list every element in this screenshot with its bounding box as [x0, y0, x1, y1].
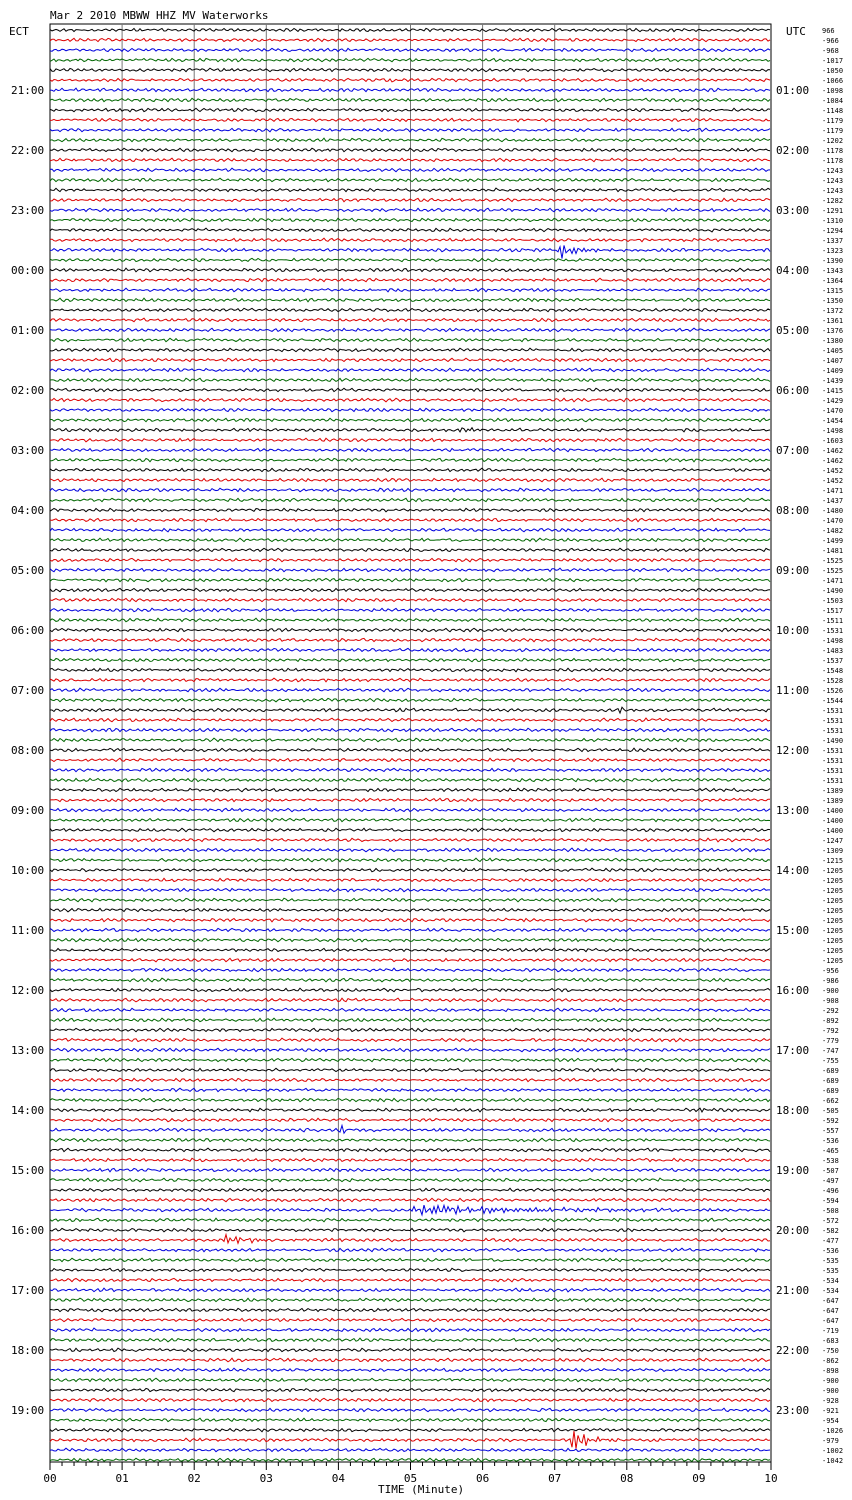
left-timezone-label: ECT [9, 25, 29, 38]
right-hour-label: 06:00 [776, 384, 810, 397]
left-hour-label: 05:00 [11, 564, 45, 577]
left-hour-label: 18:00 [11, 1344, 45, 1357]
trace-offset-label: -921 [822, 1407, 839, 1415]
left-hour-label: 11:00 [11, 924, 45, 937]
right-hour-label: 13:00 [776, 804, 810, 817]
trace-offset-label: -1480 [822, 507, 844, 515]
trace-offset-label: -892 [822, 1017, 839, 1025]
trace-offset-label: -1407 [822, 357, 844, 365]
trace-offset-label: -496 [822, 1187, 839, 1195]
trace-offset-label: -477 [822, 1237, 839, 1245]
trace-offset-label: -534 [822, 1287, 839, 1295]
x-tick-label: 00 [43, 1472, 57, 1485]
right-timezone-label: UTC [786, 25, 806, 38]
trace-offset-label: -465 [822, 1147, 839, 1155]
trace-offset-label: -1526 [822, 687, 844, 695]
trace-offset-label: -1291 [822, 207, 844, 215]
trace-offset-label: -662 [822, 1097, 839, 1105]
trace-offset-label: -497 [822, 1177, 839, 1185]
right-hour-label: 14:00 [776, 864, 810, 877]
tick-layer [50, 1462, 771, 1470]
trace-offset-label: -1462 [822, 457, 844, 465]
trace-offset-label: -538 [822, 1157, 839, 1165]
trace-offset-label: -908 [822, 997, 839, 1005]
trace-offset-label: -535 [822, 1257, 839, 1265]
trace-offset-label: -505 [822, 1107, 839, 1115]
trace-offset-label: -979 [822, 1437, 839, 1445]
trace-offset-label: -1525 [822, 567, 844, 575]
x-tick-label: 06 [475, 1472, 490, 1485]
trace-offset-label: -1470 [822, 517, 844, 525]
trace-offset-label: -683 [822, 1337, 839, 1345]
trace-offset-label: -747 [822, 1047, 839, 1055]
left-hour-label: 07:00 [11, 684, 45, 697]
trace-offset-label: -647 [822, 1297, 839, 1305]
trace-offset-label: -1439 [822, 377, 844, 385]
trace-offset-label: -956 [822, 967, 839, 975]
right-hour-label: 03:00 [776, 204, 810, 217]
left-hour-label: 19:00 [11, 1404, 45, 1417]
trace-offset-label: -1364 [822, 277, 844, 285]
trace-offset-label: -1390 [822, 257, 844, 265]
right-hour-label: 07:00 [776, 444, 810, 457]
left-hour-label: 17:00 [11, 1284, 45, 1297]
trace-offset-label: -1179 [822, 117, 844, 125]
trace-offset-label: -1511 [822, 617, 844, 625]
trace-offset-label: -557 [822, 1127, 839, 1135]
trace-offset-label: -1517 [822, 607, 844, 615]
left-hour-label: 12:00 [11, 984, 45, 997]
right-hour-label: 20:00 [776, 1224, 810, 1237]
trace-offset-label: -1002 [822, 1447, 844, 1455]
left-hour-label: 16:00 [11, 1224, 45, 1237]
trace-offset-label: -1531 [822, 747, 844, 755]
right-hour-label: 10:00 [776, 624, 810, 637]
trace-offset-label: -292 [822, 1007, 839, 1015]
trace-offset-label: -928 [822, 1397, 839, 1405]
trace-offset-label: -536 [822, 1247, 839, 1255]
left-hour-label: 00:00 [11, 264, 45, 277]
trace-offset-label: -1205 [822, 927, 844, 935]
x-tick-label: 09 [692, 1472, 706, 1485]
trace-offset-label: -1205 [822, 957, 844, 965]
left-hour-label: 06:00 [11, 624, 45, 637]
trace-offset-label: -1315 [822, 287, 844, 295]
trace-offset-label: -1042 [822, 1457, 844, 1465]
trace-offset-label: -1337 [822, 237, 844, 245]
trace-offset-label: -1205 [822, 887, 844, 895]
right-hour-label: 22:00 [776, 1344, 810, 1357]
x-tick-label: 08 [620, 1472, 634, 1485]
trace-offset-label: -1452 [822, 467, 844, 475]
trace-offset-label: -1429 [822, 397, 844, 405]
label-layer [11, 27, 843, 1485]
left-hour-label: 13:00 [11, 1044, 45, 1057]
trace-offset-label: -1531 [822, 757, 844, 765]
trace-offset-label: -1017 [822, 57, 844, 65]
trace-offset-label: -1531 [822, 727, 844, 735]
trace-offset-label: -594 [822, 1197, 839, 1205]
trace-offset-label: -1202 [822, 137, 844, 145]
trace-offset-label: -1409 [822, 367, 844, 375]
trace-offset-label: -1084 [822, 97, 844, 105]
trace-offset-label: 966 [822, 27, 835, 35]
trace-offset-label: -1415 [822, 387, 844, 395]
trace-offset-label: -1178 [822, 147, 844, 155]
trace-offset-label: -572 [822, 1217, 839, 1225]
trace-offset-label: -1525 [822, 557, 844, 565]
trace-offset-label: -1066 [822, 77, 844, 85]
x-tick-label: 03 [259, 1472, 273, 1485]
trace-offset-label: -647 [822, 1307, 839, 1315]
right-hour-label: 12:00 [776, 744, 810, 757]
trace-offset-label: -1405 [822, 347, 844, 355]
left-hour-label: 22:00 [11, 144, 45, 157]
right-hour-label: 15:00 [776, 924, 810, 937]
trace-offset-label: -1215 [822, 857, 844, 865]
left-hour-label: 03:00 [11, 444, 45, 457]
trace-offset-label: -1437 [822, 497, 844, 505]
trace-offset-label: -1531 [822, 777, 844, 785]
right-hour-label: 19:00 [776, 1164, 810, 1177]
trace-offset-label: -750 [822, 1347, 839, 1355]
left-hour-label: 10:00 [11, 864, 45, 877]
trace-offset-label: -1179 [822, 127, 844, 135]
trace-offset-label: -1548 [822, 667, 844, 675]
trace-offset-label: -1454 [822, 417, 844, 425]
trace-offset-label: -779 [822, 1037, 839, 1045]
trace-offset-label: -900 [822, 1387, 839, 1395]
trace-offset-label: -1282 [822, 197, 844, 205]
trace-offset-label: -862 [822, 1357, 839, 1365]
trace-offset-label: -1531 [822, 717, 844, 725]
left-hour-label: 08:00 [11, 744, 45, 757]
trace-offset-label: -986 [822, 977, 839, 985]
trace-offset-label: -1537 [822, 657, 844, 665]
trace-offset-label: -900 [822, 1377, 839, 1385]
right-hour-label: 16:00 [776, 984, 810, 997]
trace-offset-label: -719 [822, 1327, 839, 1335]
trace-offset-label: -1389 [822, 787, 844, 795]
trace-offset-label: -755 [822, 1057, 839, 1065]
trace-offset-label: -954 [822, 1417, 839, 1425]
left-hour-label: 21:00 [11, 84, 45, 97]
x-tick-label: 04 [331, 1472, 346, 1485]
trace-offset-label: -1400 [822, 827, 844, 835]
x-tick-label: 07 [548, 1472, 562, 1485]
trace-offset-label: -898 [822, 1367, 839, 1375]
trace-offset-label: -1350 [822, 297, 844, 305]
trace-offset-label: -1471 [822, 487, 844, 495]
trace-offset-label: -1482 [822, 527, 844, 535]
trace-offset-label: -1343 [822, 267, 844, 275]
trace-offset-label: -647 [822, 1317, 839, 1325]
right-hour-label: 01:00 [776, 84, 810, 97]
chart-title: Mar 2 2010 MBWW HHZ MV Waterworks [50, 9, 269, 22]
left-hour-label: 14:00 [11, 1104, 45, 1117]
trace-offset-label: -1247 [822, 837, 844, 845]
trace-offset-label: -1098 [822, 87, 844, 95]
right-hour-label: 02:00 [776, 144, 810, 157]
trace-offset-label: -1452 [822, 477, 844, 485]
trace-offset-label: -1205 [822, 877, 844, 885]
trace-offset-label: -1483 [822, 647, 844, 655]
trace-offset-label: -1309 [822, 847, 844, 855]
trace-offset-label: -968 [822, 47, 839, 55]
left-hour-label: 09:00 [11, 804, 45, 817]
trace-offset-label: -1050 [822, 67, 844, 75]
trace-offset-label: -1243 [822, 167, 844, 175]
trace-offset-label: -1389 [822, 797, 844, 805]
trace-offset-label: -1498 [822, 427, 844, 435]
trace-offset-label: -1490 [822, 737, 844, 745]
right-hour-label: 21:00 [776, 1284, 810, 1297]
trace-offset-label: -1498 [822, 637, 844, 645]
x-tick-label: 10 [764, 1472, 778, 1485]
trace-offset-label: -1531 [822, 707, 844, 715]
trace-offset-label: -1470 [822, 407, 844, 415]
left-hour-label: 02:00 [11, 384, 45, 397]
trace-offset-label: -689 [822, 1087, 839, 1095]
trace-offset-label: -1243 [822, 177, 844, 185]
trace-offset-label: -1528 [822, 677, 844, 685]
trace-offset-label: -1462 [822, 447, 844, 455]
trace-offset-label: -536 [822, 1137, 839, 1145]
right-hour-label: 23:00 [776, 1404, 810, 1417]
trace-offset-label: -1148 [822, 107, 844, 115]
right-hour-label: 08:00 [776, 504, 810, 517]
trace-offset-label: -1361 [822, 317, 844, 325]
trace-offset-label: -966 [822, 37, 839, 45]
right-hour-label: 11:00 [776, 684, 810, 697]
trace-offset-label: -792 [822, 1027, 839, 1035]
trace-offset-label: -1205 [822, 897, 844, 905]
trace-offset-label: -1380 [822, 337, 844, 345]
left-hour-label: 15:00 [11, 1164, 45, 1177]
trace-offset-label: -689 [822, 1067, 839, 1075]
trace-offset-label: -1205 [822, 907, 844, 915]
trace-offset-label: -1310 [822, 217, 844, 225]
right-hour-label: 05:00 [776, 324, 810, 337]
trace-offset-label: -1323 [822, 247, 844, 255]
trace-offset-label: -1205 [822, 917, 844, 925]
trace-offset-label: -1205 [822, 937, 844, 945]
trace-offset-label: -1205 [822, 867, 844, 875]
right-hour-label: 04:00 [776, 264, 810, 277]
trace-offset-label: -1544 [822, 697, 844, 705]
x-tick-label: 05 [403, 1472, 418, 1485]
right-hour-label: 09:00 [776, 564, 810, 577]
trace-offset-label: -1481 [822, 547, 844, 555]
trace-offset-label: -1376 [822, 327, 844, 335]
trace-offset-label: -1531 [822, 767, 844, 775]
trace-offset-label: -534 [822, 1277, 839, 1285]
x-axis-label: TIME (Minute) [378, 1483, 465, 1496]
trace-offset-label: -900 [822, 987, 839, 995]
trace-offset-label: -1499 [822, 537, 844, 545]
left-hour-label: 23:00 [11, 204, 45, 217]
trace-offset-label: -1490 [822, 587, 844, 595]
right-hour-label: 18:00 [776, 1104, 810, 1117]
trace-offset-label: -535 [822, 1267, 839, 1275]
trace-offset-label: -1243 [822, 187, 844, 195]
trace-offset-label: -592 [822, 1117, 839, 1125]
right-hour-label: 17:00 [776, 1044, 810, 1057]
trace-offset-label: -1026 [822, 1427, 844, 1435]
trace-offset-label: -1178 [822, 157, 844, 165]
trace-offset-label: -1294 [822, 227, 844, 235]
x-tick-label: 02 [187, 1472, 201, 1485]
trace-offset-label: -1205 [822, 947, 844, 955]
x-tick-label: 01 [115, 1472, 129, 1485]
left-hour-label: 01:00 [11, 324, 45, 337]
trace-offset-label: -1400 [822, 817, 844, 825]
trace-offset-label: -689 [822, 1077, 839, 1085]
trace-offset-label: -1372 [822, 307, 844, 315]
trace-offset-label: -1503 [822, 597, 844, 605]
trace-offset-label: -1531 [822, 627, 844, 635]
trace-offset-label: -1400 [822, 807, 844, 815]
trace-offset-label: -507 [822, 1167, 839, 1175]
left-hour-label: 04:00 [11, 504, 45, 517]
trace-offset-label: -1471 [822, 577, 844, 585]
trace-offset-label: -508 [822, 1207, 839, 1215]
trace-offset-label: -582 [822, 1227, 839, 1235]
trace-offset-label: -1603 [822, 437, 844, 445]
